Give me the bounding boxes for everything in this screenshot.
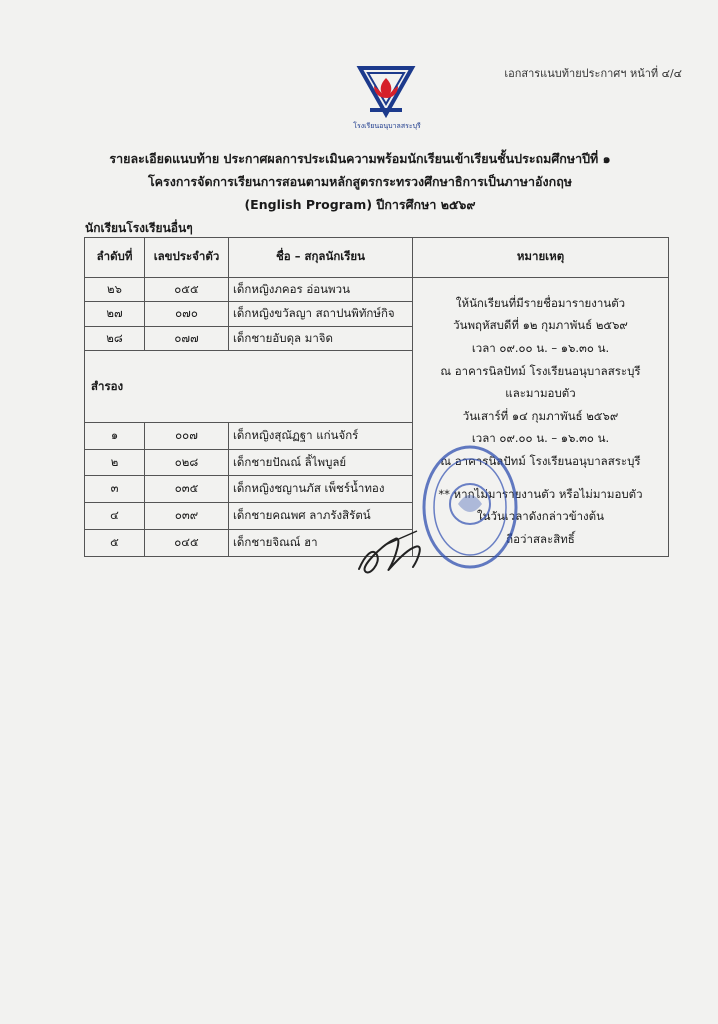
title-line-1: รายละเอียดแนบท้าย ประกาศผลการประเมินความพร้อมนักเรียนเข้าเรียนชั้นประถมศึกษาปีที่ ๑ bbox=[109, 151, 611, 166]
cell-id: ๐๓๕ bbox=[145, 476, 229, 503]
reserve-label: สำรอง bbox=[85, 351, 413, 422]
remark-line: ณ อาคารนิลปัทม์ โรงเรียนอนุบาลสระบุรี bbox=[440, 363, 641, 378]
cell-name: เด็กหญิงภคอร อ่อนพวน bbox=[229, 277, 413, 302]
remark-line: เวลา ๐๙.๐๐ น. – ๑๖.๓๐ น. bbox=[471, 431, 610, 446]
cell-no: ๒๗ bbox=[85, 302, 145, 327]
section-label: นักเรียนโรงเรียนอื่นๆ bbox=[85, 221, 193, 235]
school-logo-icon bbox=[356, 64, 416, 122]
cell-id: ๐๔๕ bbox=[145, 530, 229, 557]
header-no: ลำดับที่ bbox=[85, 238, 145, 278]
remark-line: ** หากไม่มารายงานตัว หรือไม่มามอบตัว bbox=[438, 486, 643, 501]
remark-line: เวลา ๐๙.๐๐ น. – ๑๖.๓๐ น. bbox=[471, 340, 610, 355]
remark-line: ณ อาคารนิลปัทม์ โรงเรียนอนุบาลสระบุรี bbox=[440, 453, 641, 468]
remark-line: ในวันเวลาดังกล่าวข้างต้น bbox=[477, 509, 604, 524]
cell-no: ๓ bbox=[85, 476, 145, 503]
cell-name: เด็กหญิงชญานภัส เพ็ชร์น้ำทอง bbox=[229, 476, 413, 503]
cell-id: ๐๕๕ bbox=[145, 277, 229, 302]
cell-id: ๐๗๐ bbox=[145, 302, 229, 327]
cell-name: เด็กชายคณพศ ลาภรังสิรัตน์ bbox=[229, 503, 413, 530]
cell-name: เด็กหญิงขวัลญา สถาปนพิทักษ์กิจ bbox=[229, 302, 413, 327]
cell-name: เด็กชายอับดุล มาจิด bbox=[229, 326, 413, 351]
cell-name: เด็กชายปัณณ์ ลิ้ไพบูลย์ bbox=[229, 449, 413, 476]
cell-no: ๕ bbox=[85, 530, 145, 557]
remark-line: ให้นักเรียนที่มีรายชื่อมารายงานตัว bbox=[455, 295, 626, 310]
cell-name: เด็กหญิงสุณัฏฐา แก่นจักร์ bbox=[229, 422, 413, 449]
cell-no: ๒๘ bbox=[85, 326, 145, 351]
remark-line: ถือว่าสละสิทธิ์ bbox=[506, 531, 575, 546]
signature-icon bbox=[355, 525, 445, 585]
page-number-label: เอกสารแนบท้ายประกาศฯ หน้าที่ ๔/๔ bbox=[504, 67, 682, 80]
cell-id: ๐๒๘ bbox=[145, 449, 229, 476]
header-name: ชื่อ – สกุลนักเรียน bbox=[229, 238, 413, 278]
cell-name: เด็กชายจิณณ์ ฮา bbox=[229, 530, 413, 557]
table-row bbox=[85, 277, 669, 302]
remark-line: และมามอบตัว bbox=[505, 386, 576, 401]
cell-id: ๐๓๙ bbox=[145, 503, 229, 530]
cell-id: ๐๐๗ bbox=[145, 422, 229, 449]
cell-no: ๒ bbox=[85, 449, 145, 476]
header-remarks: หมายเหตุ bbox=[413, 238, 669, 278]
cell-no: ๑ bbox=[85, 422, 145, 449]
title-line-3: (English Program) ปีการศึกษา ๒๕๖๙ bbox=[244, 197, 476, 212]
student-table bbox=[84, 237, 669, 557]
header-id: เลขประจำตัว bbox=[145, 238, 229, 278]
remark-line: วันพฤหัสบดีที่ ๑๒ กุมภาพันธ์ ๒๕๖๙ bbox=[453, 318, 628, 333]
table-header-row bbox=[85, 238, 669, 278]
cell-no: ๔ bbox=[85, 503, 145, 530]
remark-line: วันเสาร์ที่ ๑๔ กุมภาพันธ์ ๒๕๖๙ bbox=[462, 408, 619, 423]
cell-id: ๐๗๗ bbox=[145, 326, 229, 351]
cell-no: ๒๖ bbox=[85, 277, 145, 302]
school-logo-text: โรงเรียนอนุบาลสระบุรี bbox=[353, 122, 421, 130]
title-line-2: โครงการจัดการเรียนการสอนตามหลักสูตรกระทรวงศึกษาธิการเป็นภาษาอังกฤษ bbox=[147, 174, 573, 189]
